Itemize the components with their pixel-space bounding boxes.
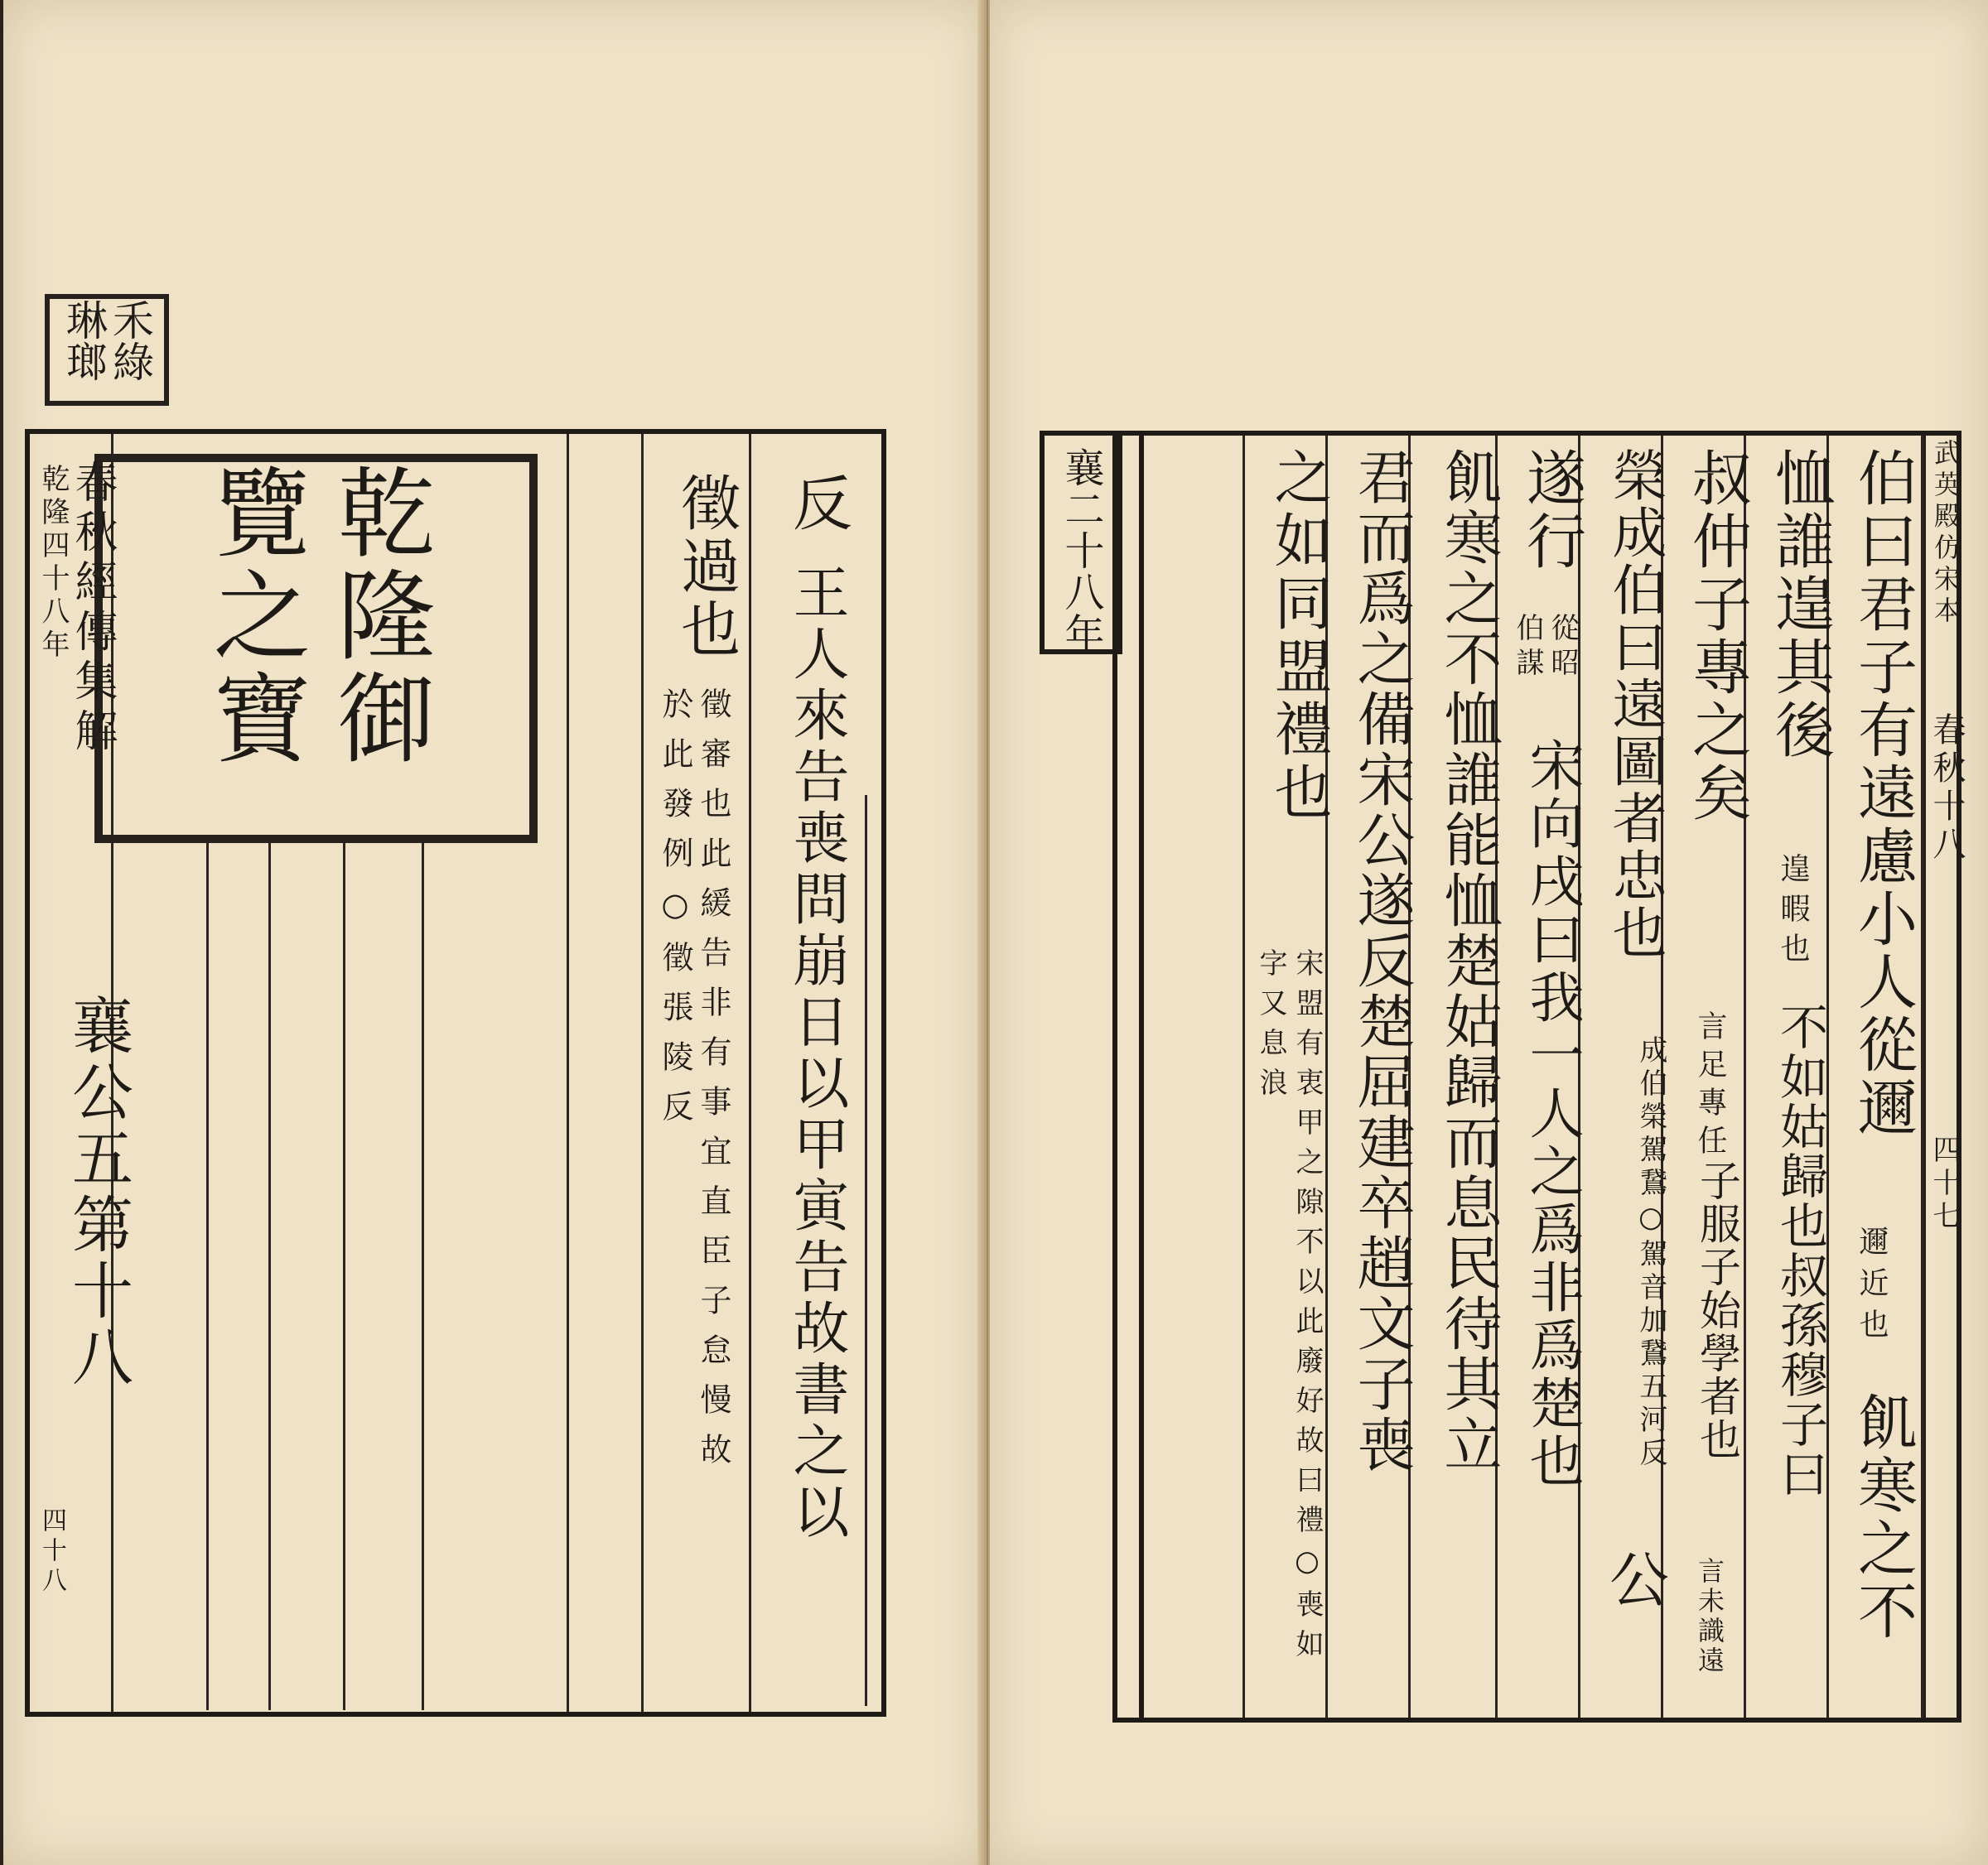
left-spine-chapter: 襄公五第十八	[62, 994, 133, 1391]
left-column-1: 反	[783, 472, 852, 535]
right-column-2-note: 遑暇也	[1776, 853, 1810, 972]
imperial-seal-text: 乾隆御覽之寶	[196, 462, 436, 770]
small-collector-seal	[45, 294, 169, 406]
right-column-4-note: 成伯榮駕鵞○駕音加鵞五河反	[1634, 1035, 1667, 1471]
right-column-7-main: 君而爲之備宋公遂反楚屈建卒趙文子喪	[1348, 447, 1416, 1475]
imperial-seal	[94, 454, 538, 843]
right-column-1-main-a: 伯曰君子有遠慮小人從邇	[1848, 447, 1918, 1140]
left-page	[3, 0, 985, 1865]
small-seal-text: 禾綠琳瑯	[60, 299, 154, 382]
right-column-8-main-a: 之如同盟禮也	[1265, 447, 1333, 825]
left-spine-title: 春秋經傳集解	[67, 460, 117, 758]
right-column-5-main-b: 宋向戌曰我一人之爲非爲楚也	[1520, 737, 1584, 1491]
left-column-3-main: 徵過也	[671, 472, 741, 661]
left-spine-top: 乾隆四十八年	[36, 464, 70, 663]
right-column-2-main-b: 不如姑歸也叔孫穆子曰	[1772, 1002, 1828, 1499]
right-column-6-main: 飢寒之不恤誰能恤楚姑歸而息民待其立	[1435, 447, 1503, 1475]
right-column-3-main-b: 子服子始學者也	[1693, 1159, 1741, 1461]
right-column-3-main-a: 叔仲子專之矣	[1682, 447, 1752, 825]
right-column-5-note: 從昭伯謀	[1511, 613, 1579, 682]
right-spine-top: 武英殿仿宋本	[1930, 439, 1961, 628]
chapter-label: 襄二十八年	[1058, 447, 1104, 654]
right-column-4-main-a: 榮成伯曰遠圖者忠也	[1603, 447, 1667, 961]
right-column-1-main-b: 飢寒之不	[1848, 1391, 1918, 1643]
right-spine-title: 春秋十八	[1928, 712, 1966, 865]
right-spine-folio: 四十七	[1928, 1135, 1961, 1234]
right-column-8-note: 宋盟有衷甲之隙不以此廢好故曰禮○喪如字又息浪	[1254, 948, 1324, 1669]
right-column-2-main-a: 恤誰遑其後	[1765, 447, 1835, 762]
right-column-4-main-b: 公	[1600, 1549, 1669, 1612]
right-column-1-note: 邇近也	[1855, 1226, 1889, 1350]
left-column-2: 王人來告喪問崩日以甲寅告故書之以	[784, 563, 849, 1544]
right-page	[990, 0, 1988, 1865]
right-column-3-note-a: 言足專任	[1693, 1010, 1727, 1163]
right-column-3-note-b: 言未識遠	[1694, 1557, 1725, 1676]
right-column-5-main-a: 遂行	[1517, 447, 1586, 573]
left-spine-folio: 四十八	[37, 1507, 66, 1597]
left-column-3-note: 徵審也此緩告非有事宜直臣子怠慢故於此發例○徵張陵反	[657, 687, 731, 1482]
